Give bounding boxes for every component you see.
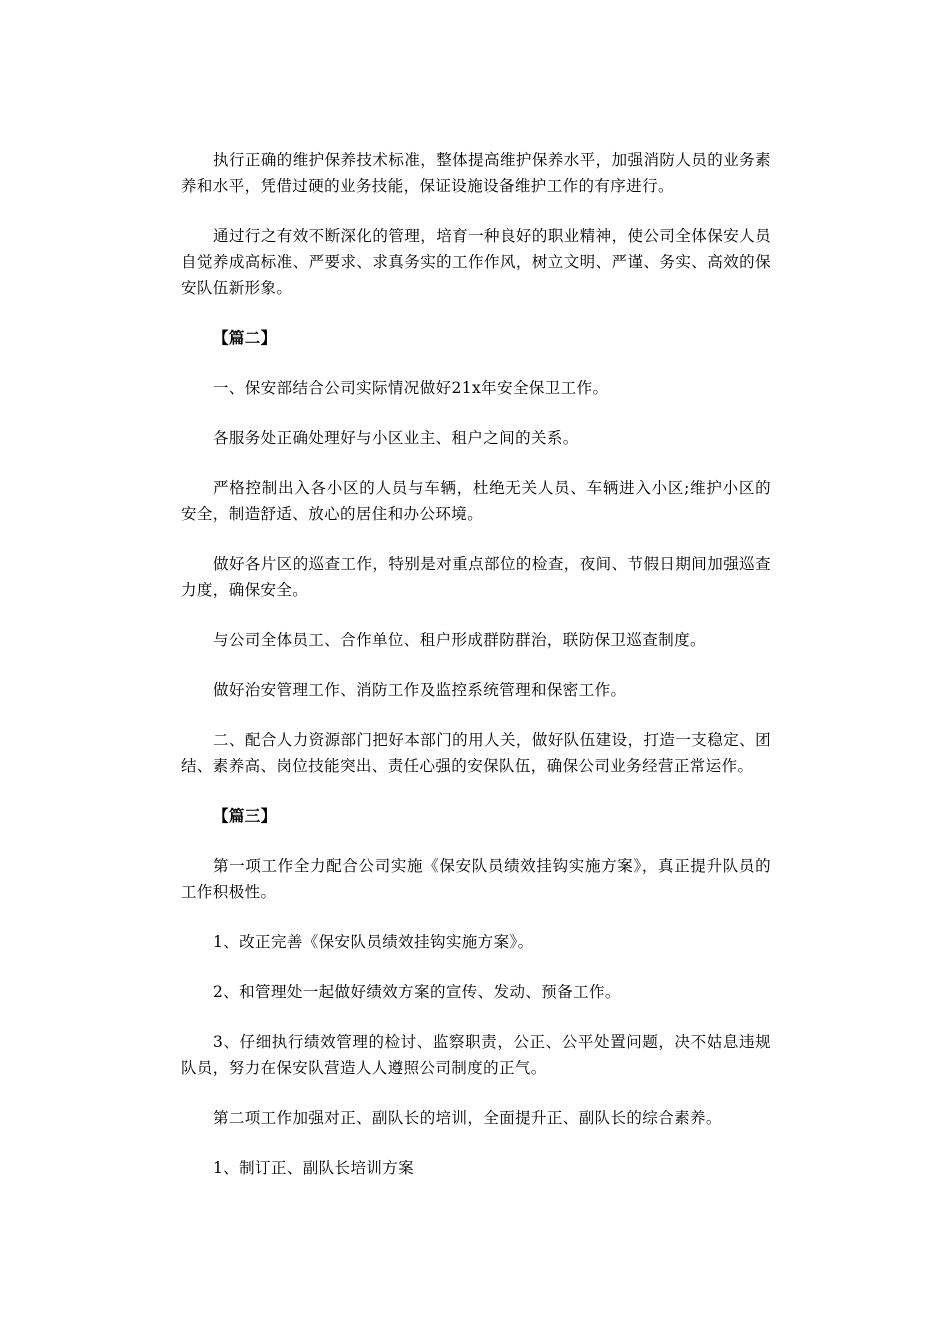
paragraph: 与公司全体员工、合作单位、租户形成群防群治，联防保卫巡查制度。 xyxy=(213,631,706,649)
document-body xyxy=(181,147,771,1205)
paragraph: 做好治安管理工作、消防工作及监控系统管理和保密工作。 xyxy=(213,681,627,699)
paragraph: 1、改正完善《保安队员绩效挂钩实施方案》。 xyxy=(213,933,534,951)
paragraph: 1、制订正、副队长培训方案 xyxy=(213,1159,415,1177)
paragraph: 各服务处正确处理好与小区业主、租户之间的关系。 xyxy=(213,429,579,447)
section-heading: 【篇三】 xyxy=(213,806,277,825)
section-heading: 【篇二】 xyxy=(213,328,277,347)
paragraph: 3、仔细执行绩效管理的检讨、监察职责，公正、公平处置问题，决不姑息违规队员，努力在保安队营造人人遵照公司制度的正气。 xyxy=(181,1033,771,1077)
paragraph: 2、和管理处一起做好绩效方案的宣传、发动、预备工作。 xyxy=(213,983,621,1001)
paragraph: 执行正确的维护保养技术标准，整体提高维护保养水平，加强消防人员的业务素养和水平，凭借过硬的业务技能，保证设施设备维护工作的有序进行。 xyxy=(181,151,771,195)
paragraph: 通过行之有效不断深化的管理，培育一种良好的职业精神，使公司全体保安人员自觉养成高标准、严要求、求真务实的工作作风，树立文明、严谨、务实、高效的保安队伍新形象。 xyxy=(181,227,771,297)
paragraph: 第二项工作加强对正、副队长的培训，全面提升正、副队长的综合素养。 xyxy=(213,1109,722,1127)
paragraph: 一、保安部结合公司实际情况做好21x年安全保卫工作。 xyxy=(213,379,609,397)
paragraph: 第一项工作全力配合公司实施《保安队员绩效挂钩实施方案》，真正提升队员的工作积极性。 xyxy=(181,857,771,901)
paragraph: 严格控制出入各小区的人员与车辆，杜绝无关人员、车辆进入小区;维护小区的安全，制造舒适、放心的居住和办公环境。 xyxy=(181,479,771,523)
paragraph: 做好各片区的巡查工作，特别是对重点部位的检查，夜间、节假日期间加强巡查力度，确保安全。 xyxy=(181,555,771,599)
paragraph: 二、配合人力资源部门把好本部门的用人关，做好队伍建设，打造一支稳定、团结、素养高、岗位技能突出、责任心强的安保队伍，确保公司业务经营正常运作。 xyxy=(181,731,771,775)
